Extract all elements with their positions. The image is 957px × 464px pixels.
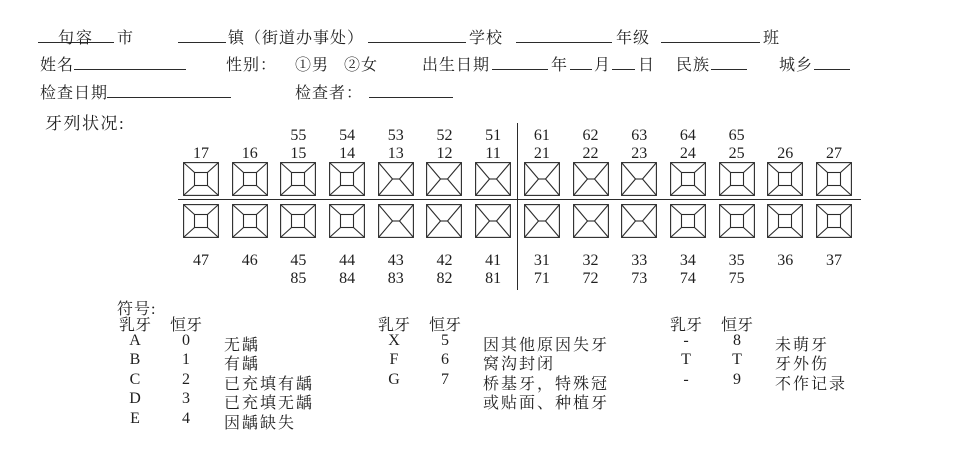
gender-option-male: ①男 [295, 57, 330, 74]
legend-row [112, 410, 314, 430]
tooth-box-23 [621, 162, 657, 196]
legend-row [112, 390, 314, 410]
tooth-box-46 [232, 204, 268, 238]
legend-description: 窝沟封闭 [483, 356, 556, 373]
permanent-tooth-number-33: 33 [631, 252, 648, 269]
primary-tooth-number-72: 72 [582, 270, 599, 287]
tooth-box-35 [719, 204, 755, 238]
tooth-box-13 [378, 162, 414, 196]
tooth-box-36 [767, 204, 803, 238]
legend-description: 牙外伤 [775, 356, 830, 373]
town-label: 镇（街道办事处） [228, 30, 365, 47]
birth-date-label: 出生日期 [422, 57, 491, 74]
tooth-box-45 [280, 204, 316, 238]
permanent-tooth-number-27: 27 [825, 145, 842, 162]
permanent-tooth-number-22: 22 [582, 145, 599, 162]
permanent-tooth-number-45: 45 [290, 252, 307, 269]
legend-description: 有龋 [224, 356, 261, 373]
tooth-box-47 [183, 204, 219, 238]
class-label: 班 [763, 30, 781, 47]
legend-permanent-code: 8 [733, 331, 741, 349]
permanent-tooth-number-34: 34 [679, 252, 696, 269]
primary-tooth-number-61: 61 [533, 127, 550, 144]
legend-row [112, 351, 314, 371]
legend-permanent-code: 4 [182, 409, 190, 427]
legend-primary-code: B [129, 351, 141, 368]
legend-column-1 [112, 312, 315, 432]
permanent-tooth-number-44: 44 [339, 252, 356, 269]
tooth-box-22 [573, 162, 609, 196]
primary-tooth-number-51: 51 [485, 127, 502, 144]
legend-row [663, 332, 847, 352]
primary-tooth-number-83: 83 [387, 270, 404, 287]
permanent-tooth-number-25: 25 [728, 145, 745, 162]
primary-tooth-number-71: 71 [533, 270, 550, 287]
examiner-label: 检查者： [295, 85, 364, 102]
legend-header-row [371, 312, 609, 332]
legend-permanent-code: 5 [441, 331, 449, 349]
urban-rural-label: 城乡 [779, 57, 814, 74]
tooth-box-41 [475, 204, 511, 238]
tooth-box-17 [183, 162, 219, 196]
primary-tooth-number-81: 81 [485, 270, 502, 287]
legend-primary-code: T [681, 351, 691, 368]
city-field: 句容 [38, 25, 114, 43]
legend-header-row [663, 312, 847, 332]
school-label: 学校 [469, 30, 504, 47]
permanent-tooth-number-26: 26 [777, 145, 794, 162]
permanent-tooth-number-21: 21 [533, 145, 550, 162]
tooth-box-21 [524, 162, 560, 196]
permanent-tooth-number-15: 15 [290, 145, 307, 162]
legend-permanent-code: 1 [182, 351, 190, 368]
legend-description: 因龋缺失 [224, 414, 297, 432]
primary-tooth-number-52: 52 [436, 127, 453, 144]
legend-description: 因其他原因失牙 [483, 336, 610, 354]
primary-tooth-number-62: 62 [582, 127, 599, 144]
legend-description: 已充填无龋 [224, 395, 315, 412]
tooth-box-14 [329, 162, 365, 196]
permanent-tooth-number-17: 17 [193, 145, 209, 162]
legend-row [371, 390, 609, 410]
primary-tooth-number-53: 53 [387, 127, 404, 144]
legend-header-row [112, 312, 314, 332]
legend-row [663, 371, 847, 391]
tooth-box-26 [767, 162, 803, 196]
permanent-tooth-number-12: 12 [436, 145, 453, 162]
day-label: 日 [638, 57, 656, 74]
primary-tooth-number-82: 82 [436, 270, 453, 287]
legend-description: 已充填有龋 [224, 375, 315, 393]
legend-row [371, 371, 609, 391]
legend-row [663, 351, 847, 371]
primary-tooth-number-74: 74 [679, 270, 696, 287]
legend-primary-code: - [683, 370, 689, 388]
legend-description: 桥基牙，特殊冠 [483, 375, 610, 393]
primary-tooth-number-85: 85 [290, 270, 307, 287]
legend-primary-header: 乳牙 [118, 317, 151, 334]
section-title: 牙列状况: [45, 114, 126, 133]
name-label: 姓名 [40, 57, 75, 74]
permanent-tooth-number-31: 31 [533, 252, 550, 269]
tooth-box-34 [670, 204, 706, 238]
occlusal-divider-line [178, 199, 861, 200]
month-label: 月 [594, 57, 612, 74]
legend-permanent-header: 恒牙 [720, 317, 753, 334]
legend-description: 或贴面、种植牙 [483, 395, 610, 412]
legend-primary-code: C [129, 370, 141, 388]
exam-date-label: 检查日期 [40, 85, 109, 102]
permanent-tooth-number-37: 37 [825, 252, 842, 269]
legend-primary-code: F [389, 351, 399, 368]
legend-primary-code: A [129, 331, 141, 349]
primary-tooth-number-63: 63 [631, 127, 648, 144]
tooth-box-37 [816, 204, 852, 238]
legend-row [112, 371, 314, 391]
legend-permanent-header: 恒牙 [428, 317, 461, 334]
legend-permanent-header: 恒牙 [169, 317, 202, 334]
primary-tooth-number-84: 84 [339, 270, 356, 287]
gender-label: 性别： [226, 57, 278, 74]
legend-title: 符号: [117, 301, 157, 318]
permanent-tooth-number-35: 35 [728, 252, 745, 269]
legend-permanent-code: 2 [182, 370, 190, 388]
permanent-tooth-number-23: 23 [631, 145, 648, 162]
tooth-box-44 [329, 204, 365, 238]
legend-column-2 [371, 312, 609, 410]
legend-row [112, 332, 314, 352]
legend-description: 无龋 [224, 336, 261, 354]
legend-primary-header: 乳牙 [669, 317, 702, 334]
tooth-box-33 [621, 204, 657, 238]
tooth-box-43 [378, 204, 414, 238]
tooth-box-24 [670, 162, 706, 196]
legend-primary-code: X [388, 331, 400, 349]
permanent-tooth-number-47: 47 [193, 252, 209, 269]
legend-permanent-code: 6 [441, 351, 449, 368]
legend-primary-code: E [130, 409, 140, 427]
permanent-tooth-number-43: 43 [387, 252, 404, 269]
primary-tooth-number-55: 55 [290, 127, 307, 144]
legend-row [371, 332, 609, 352]
tooth-box-16 [232, 162, 268, 196]
permanent-tooth-number-13: 13 [387, 145, 404, 162]
legend-primary-code: G [388, 370, 400, 388]
primary-tooth-number-64: 64 [679, 127, 696, 144]
gender-option-female: ②女 [344, 57, 379, 74]
tooth-box-11 [475, 162, 511, 196]
permanent-tooth-number-32: 32 [582, 252, 599, 269]
legend-primary-code: D [129, 390, 141, 407]
legend-column-3 [663, 312, 848, 393]
permanent-tooth-number-46: 46 [241, 252, 258, 269]
city-suffix-label: 市 [117, 30, 135, 47]
permanent-tooth-number-24: 24 [679, 145, 696, 162]
primary-tooth-number-54: 54 [339, 127, 356, 144]
permanent-tooth-number-16: 16 [241, 145, 258, 162]
ethnic-label: 民族 [676, 57, 711, 74]
legend-primary-header: 乳牙 [377, 317, 410, 334]
primary-tooth-number-75: 75 [728, 270, 745, 287]
grade-label: 年级 [616, 30, 651, 47]
tooth-box-32 [573, 204, 609, 238]
legend-permanent-code: 0 [182, 331, 190, 349]
legend-permanent-code: 7 [441, 370, 449, 388]
tooth-box-25 [719, 162, 755, 196]
permanent-tooth-number-41: 41 [485, 252, 502, 269]
legend-description: 不作记录 [775, 375, 848, 393]
permanent-tooth-number-14: 14 [339, 145, 356, 162]
primary-tooth-number-73: 73 [631, 270, 648, 287]
tooth-box-42 [426, 204, 462, 238]
legend-primary-code: - [683, 331, 689, 349]
legend-description: 未萌牙 [775, 336, 830, 354]
primary-tooth-number-65: 65 [728, 127, 745, 144]
tooth-box-27 [816, 162, 852, 196]
tooth-box-15 [280, 162, 316, 196]
permanent-tooth-number-42: 42 [436, 252, 453, 269]
tooth-box-31 [524, 204, 560, 238]
permanent-tooth-number-11: 11 [485, 145, 501, 162]
year-label: 年 [551, 57, 569, 74]
legend-permanent-code: 9 [733, 370, 741, 388]
tooth-box-12 [426, 162, 462, 196]
legend-permanent-code: 3 [182, 390, 190, 407]
legend-permanent-code: T [732, 351, 742, 368]
permanent-tooth-number-36: 36 [777, 252, 794, 269]
